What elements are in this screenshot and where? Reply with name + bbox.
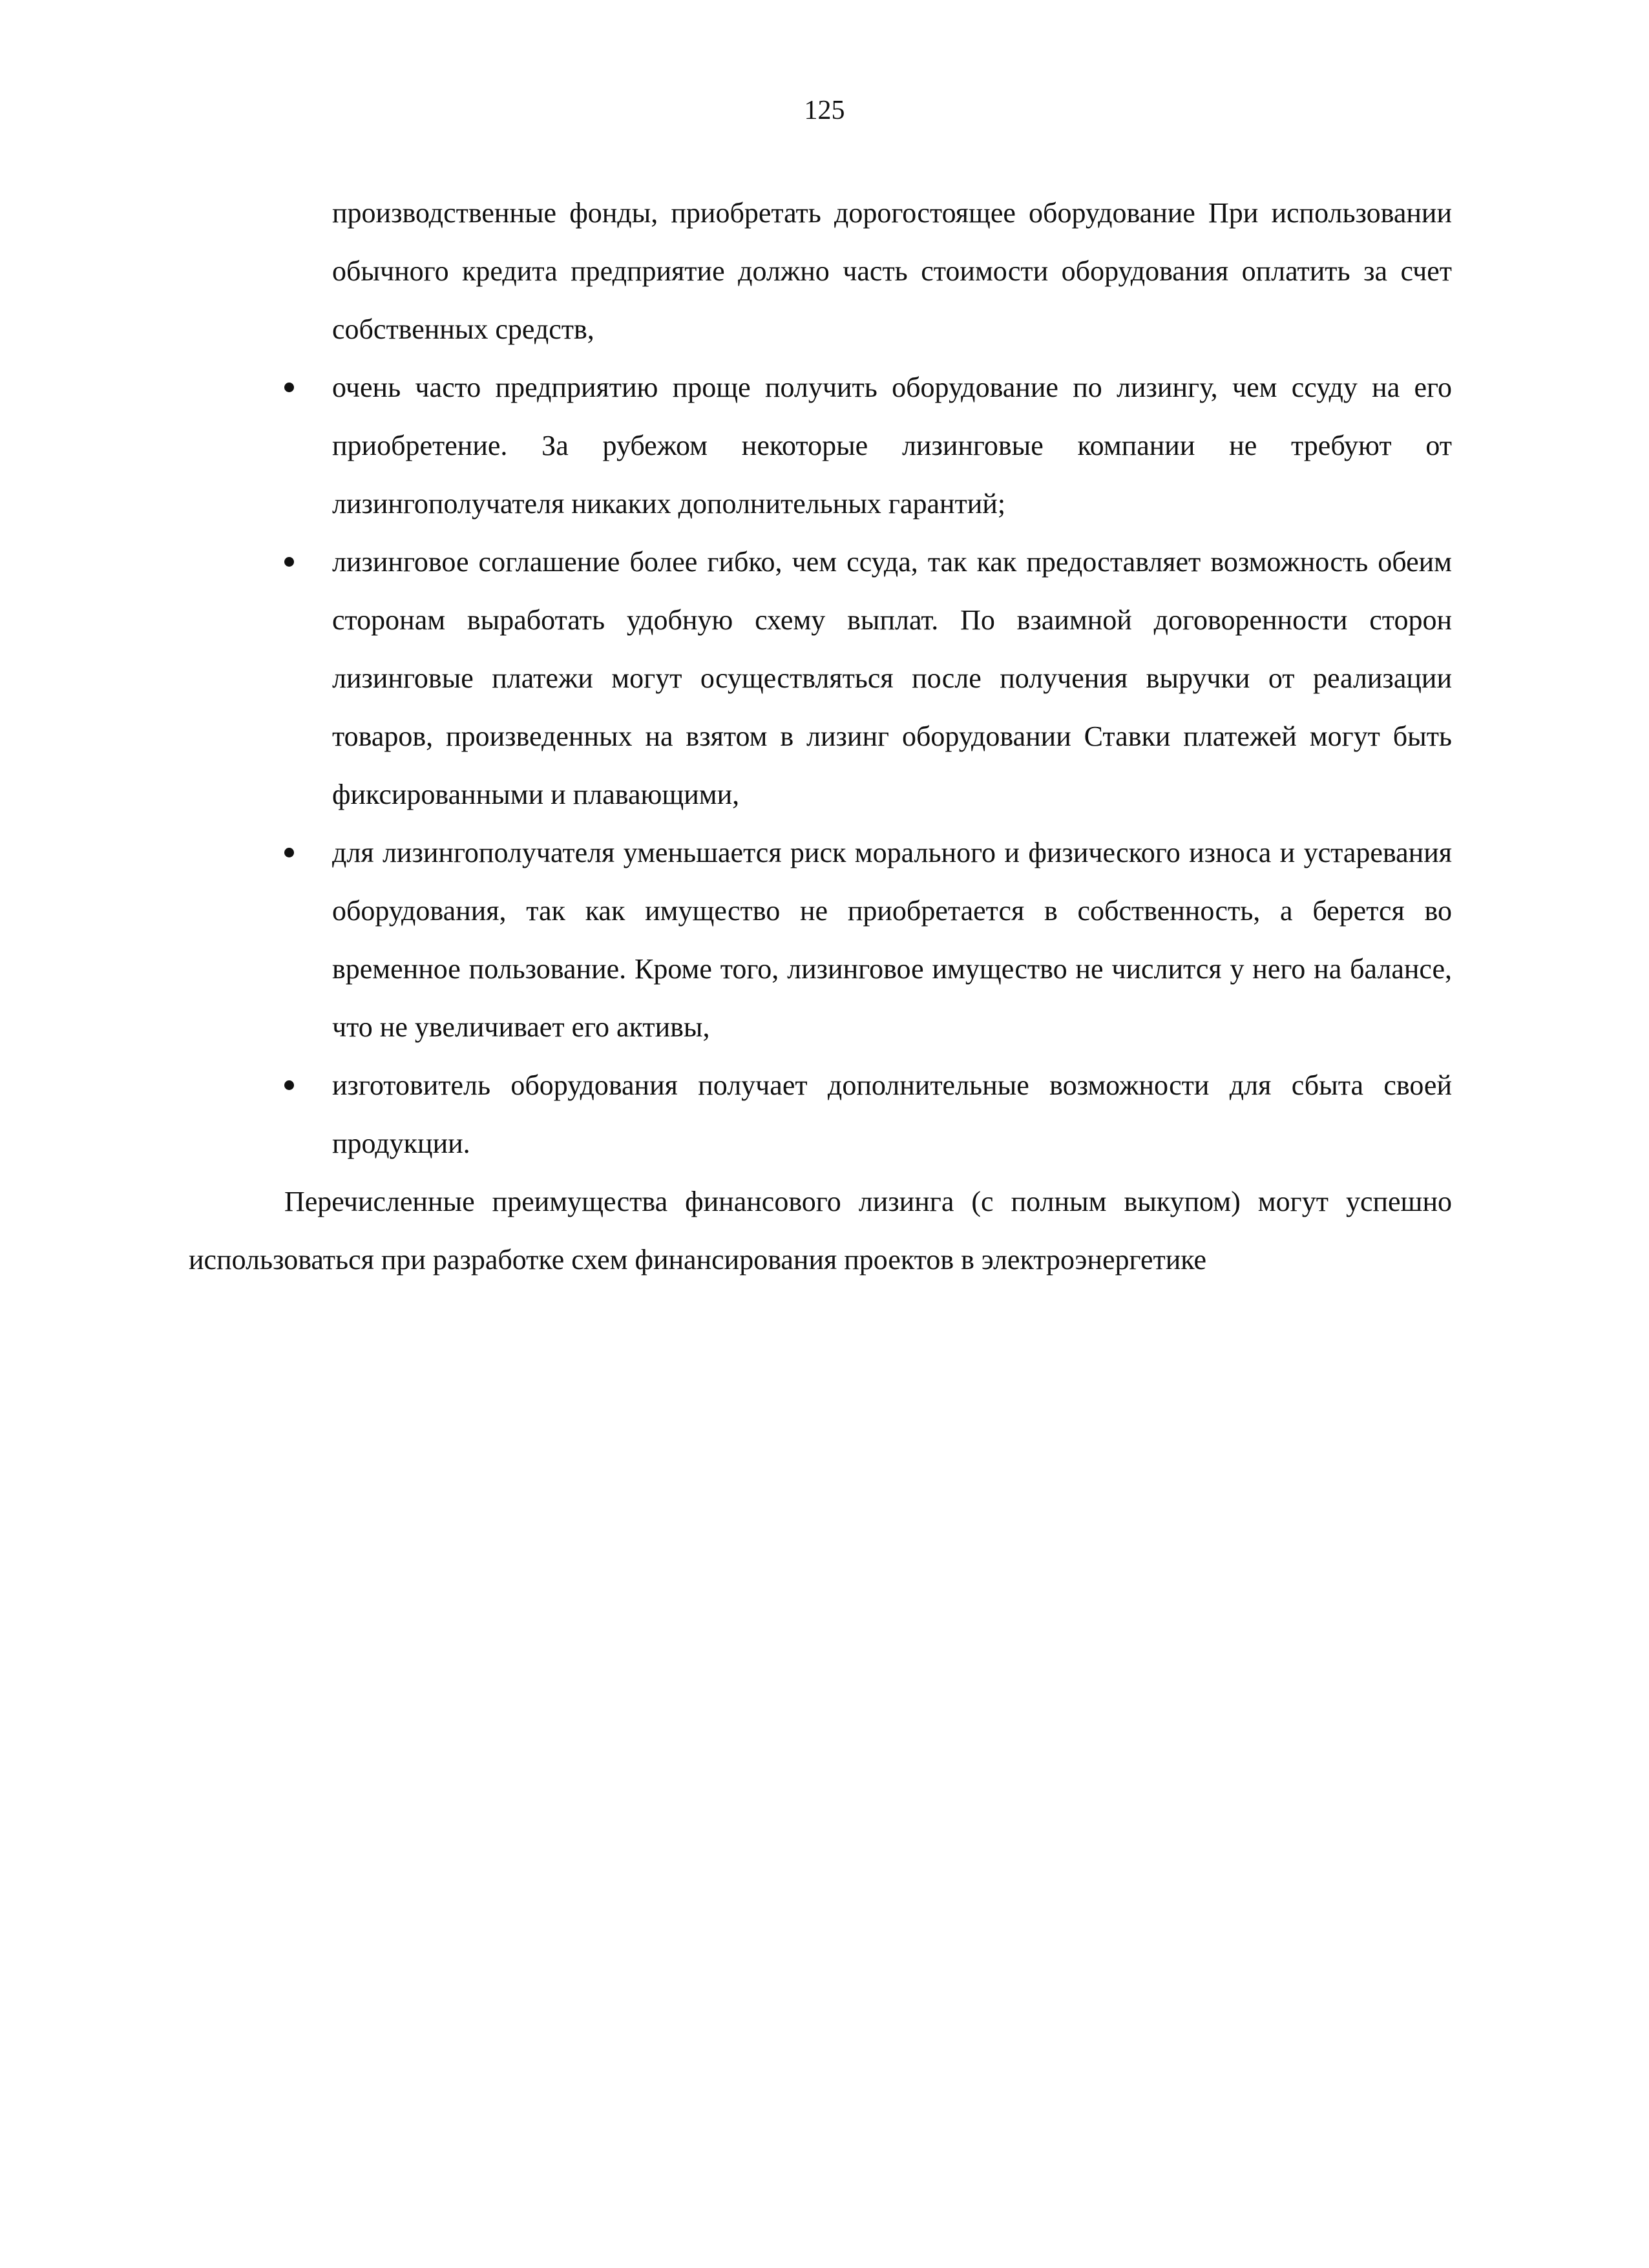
bullet-icon xyxy=(284,557,294,567)
page-body xyxy=(189,184,1452,1289)
bullet-icon xyxy=(284,848,294,857)
list-item xyxy=(189,1056,1452,1173)
page-number: 125 xyxy=(804,96,845,125)
advantages-list xyxy=(189,359,1452,1173)
continuation-paragraph: производственные фонды, приобретать дорогостоящее оборудование При использовании обычного кредита предприятие должно часть стоимости оборудования оплатить за счет собственных средств, xyxy=(332,197,1452,345)
bullet-icon xyxy=(284,383,294,392)
list-item xyxy=(189,824,1452,1056)
list-item-text: очень часто предприятию проще получить оборудование по лизингу, чем ссуду на его приобретение. За рубежом некоторые лизинговые компании не требуют от лизингополучателя никаких дополнительных гарантий; xyxy=(332,372,1452,520)
list-item-text: для лизингополучателя уменьшается риск морального и физического износа и устаревания оборудования, так как имущество не приобретается в собственность, а берется во временное пользование. Кроме того, лизинговое имущество не числится у него на балансе, что не увеличивает его активы, xyxy=(332,837,1452,1043)
list-item xyxy=(189,533,1452,824)
list-item-text: лизинговое соглашение более гибко, чем ссуда, так как предоставляет возможность обеим сторонам выработать удобную схему выплат. По взаимной договоренности сторон лизинговые платежи могут осуществляться после получения выручки от реализации товаров, произведенных на взятом в лизинг оборудовании Ставки платежей могут быть фиксированными и плавающими, xyxy=(332,546,1452,810)
list-item-text: изготовитель оборудования получает дополнительные возможности для сбыта своей продукции. xyxy=(332,1069,1452,1159)
closing-paragraph: Перечисленные преимущества финансового лизинга (с полным выкупом) могут успешно использоваться при разработке схем финансирования проектов в электроэнергетике xyxy=(189,1186,1452,1276)
list-item xyxy=(189,359,1452,533)
bullet-icon xyxy=(284,1080,294,1090)
